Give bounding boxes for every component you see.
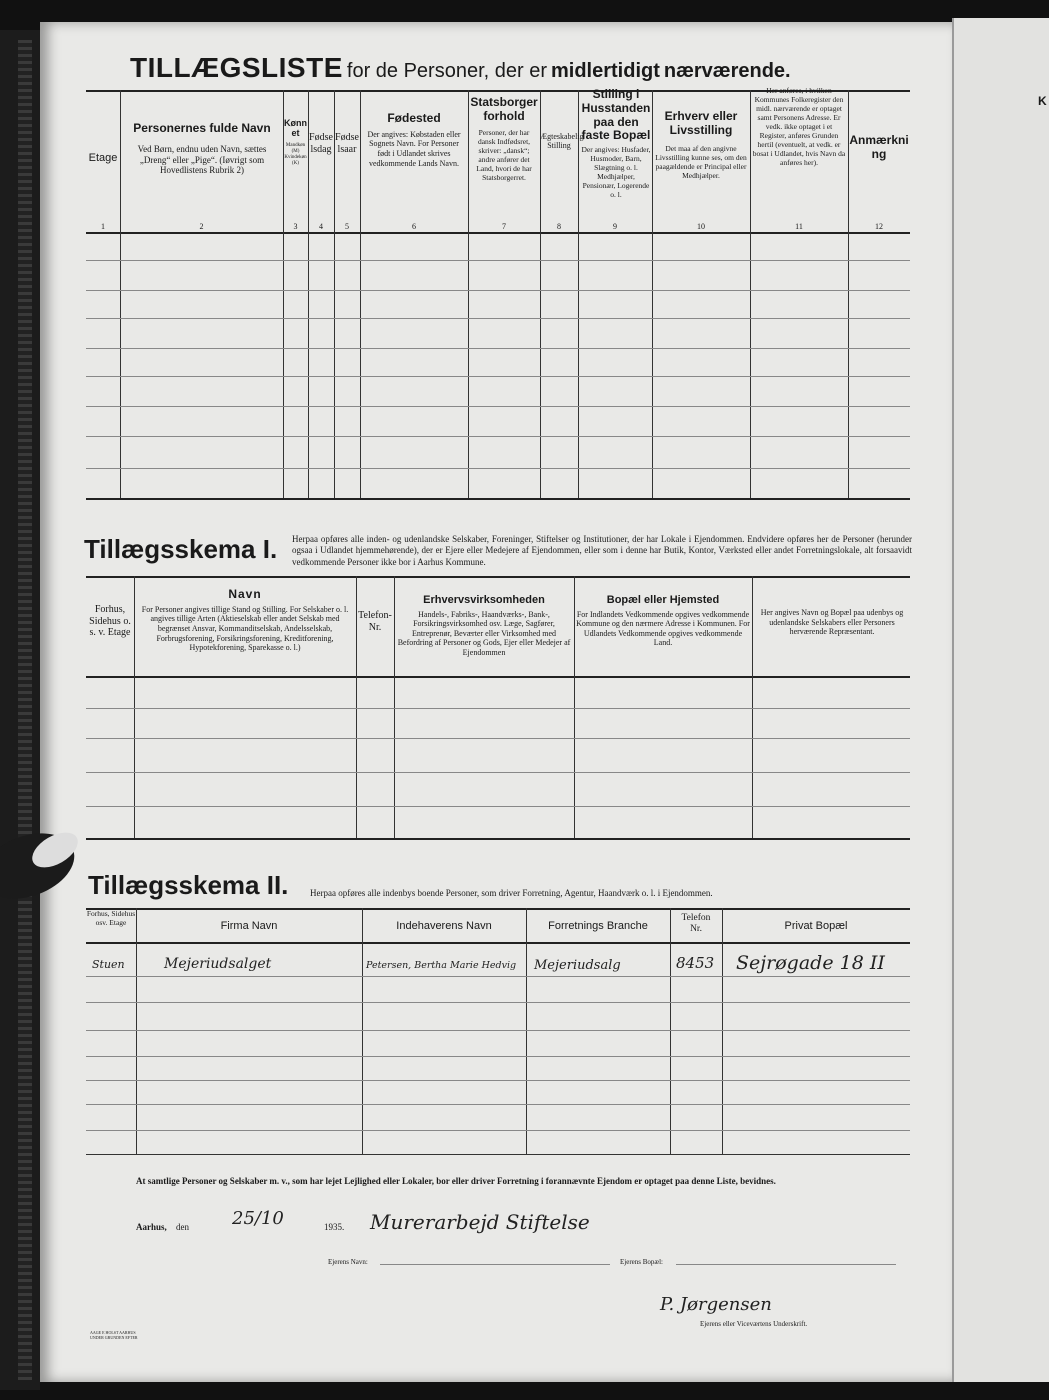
footer-den: den: [176, 1222, 189, 1232]
skema1-col-repr: [754, 608, 910, 637]
row-bopael-hand: Sejrøgade 18 II: [736, 952, 885, 974]
col-adresse-sub: Her anføres, i hvilken Kommunes Folkeregister den midl. nærværende er optaget samt Personens Adresse. Er vedk. ikke optaget i et Register, anføres Grunden hertil (eventuelt, at vedk. er bosat i Udlandet, hvis Navn da anføres her).: [752, 86, 846, 167]
skema2-row-line: [86, 1002, 910, 1003]
skema2-title: Tillægsskema II.: [88, 870, 289, 900]
col-kon-sub: Mandkøn (M) Kvindekøn (K): [284, 142, 307, 166]
page-edges: [18, 40, 32, 1380]
col-number: 10: [697, 222, 705, 231]
skema1-col-erhverv: [396, 594, 572, 658]
list-row-line: [86, 348, 910, 349]
col-navn-header: [122, 122, 282, 176]
list-row-line: [86, 376, 910, 377]
skema2-col-etage: Forhus, Sidehus osv. Etage: [86, 909, 136, 927]
skema1-col-bopael-title: Bopæl eller Hjemsted: [606, 594, 720, 606]
col-stats-title: Statsborgerforhold: [470, 95, 538, 123]
form-page: [40, 22, 952, 1382]
row-indehaver-hand: Petersen, Bertha Marie Hedvig: [366, 960, 517, 971]
skema1-col-erhverv-sub: Handels-, Fabriks-, Haandværks-, Bank-, Forsikringsvirksomhed osv. Læge, Sagfører, Entreprenør, Beværter eller Virksomhed med Befordring af Personer og Gods, Ejer eller Medejer af Ejendommen: [397, 609, 571, 658]
owner-addr-line: [676, 1264, 896, 1265]
skema2-row-line: [86, 976, 910, 977]
list-row-line: [86, 436, 910, 437]
col-erhverv-header: [654, 110, 748, 180]
col-kon-title: Kønnet: [284, 118, 307, 139]
skema1-col-etage: Forhus, Sidehus o. s. v. Etage: [89, 604, 131, 638]
skema1-col-divider: [574, 576, 575, 838]
skema1-top-rule: [86, 576, 910, 578]
skema2-col-divider: [362, 908, 363, 1154]
skema1-row-line: [86, 772, 910, 773]
col-stats-header: [470, 96, 538, 182]
col-number: 1: [101, 222, 105, 231]
list-row-line: [86, 318, 910, 319]
col-aegte-header: Ægteskabelig Stilling: [540, 132, 584, 151]
col-number: 4: [319, 222, 323, 231]
list-row-line: [86, 468, 910, 469]
footer-date-hand: 25/10: [232, 1208, 284, 1229]
skema2-col-divider: [670, 908, 671, 1154]
list-title-main: TILLÆGSLISTE: [130, 52, 343, 83]
col-adresse-header: [752, 86, 846, 167]
col-husstand-header: [580, 88, 652, 199]
skema1-col-navn-sub: For Personer angives tillige Stand og Stilling. For Selskaber o. l. angives tillige Arten (Aktieselskab eller andet Selskab med begrænset Ansvar, Kommanditselskab, Andelsselskab, Forbrugsforening, Forsikringsforening, Kreditforening, Hypotekforening, Sparekasse o. l.): [141, 604, 349, 653]
skema1-col-telefon: Telefon-Nr.: [358, 610, 392, 633]
skema1-intro: Herpaa opføres alle inden- og udenlandske Selskaber, Foreninger, Stiftelser og Institutioner, der har Lokale i Ejendommen. Endvidere opføres her de Personer (herunder ogsaa i Udlandet hjemmehørende), der er Ejere eller Medejere af Ejendommen, eller som i denne har Butik, Kontor, Værksted eller andet Forretningslokale, alt forsaavidt vedkommende Personer ikke bor i Aarhus Kommune.: [292, 534, 912, 567]
col-fodested-title: Fødested: [387, 111, 441, 125]
footer-place: Aarhus,: [136, 1222, 167, 1232]
skema1-col-erhverv-title: Erhvervsvirksomheden: [423, 594, 545, 606]
skema2-top-rule: [86, 908, 910, 910]
skema1-col-bopael: [576, 594, 750, 648]
col-number: 9: [613, 222, 617, 231]
skema1-col-divider: [356, 576, 357, 838]
skema2-row-line: [86, 1130, 910, 1131]
skema2-col-divider: [136, 908, 137, 1154]
skema1-col-repr-sub: Her angives Navn og Bopæl paa udenbys og udenlandske Selskabers eller Personers herværende Repræsentant.: [760, 608, 904, 637]
col-fodselsaar-header: Fødselsaar: [335, 132, 359, 155]
col-number: 6: [412, 222, 416, 231]
col-number: 3: [293, 222, 298, 231]
col-fodested-sub: Der angives: Købstaden eller Sognets Navn. For Personer født i Udlandet skrives vedkommende Lands Navn.: [367, 129, 461, 168]
skema1-row-line: [86, 738, 910, 739]
col-husstand-title: Stilling i Husstanden paa den faste Bopæl: [581, 87, 651, 143]
footer-signature-hand: Murerarbejd Stiftelse: [370, 1210, 590, 1234]
skema2-row-line: [86, 1056, 910, 1057]
skema1-col-divider: [134, 576, 135, 838]
skema1-col-bopael-sub: For Indlandets Vedkommende opgives vedkommende Kommune og den nærmere Adresse i Kommunen. For Udlandets Vedkommende opgives vedkommende Land.: [576, 609, 750, 648]
skema1-col-navn: [136, 588, 354, 653]
list-row-line: [86, 260, 910, 261]
skema2-row-line: [86, 1080, 910, 1081]
col-number: 8: [557, 222, 561, 231]
row-firma-hand: Mejeriudsalget: [164, 956, 272, 972]
list-title-mid: for de Personer, der er: [346, 60, 547, 82]
row-branche-hand: Mejeriudsalg: [534, 958, 621, 973]
row-telefon-hand: 8453: [676, 954, 715, 972]
skema2-bottom-rule: [86, 1154, 910, 1155]
skema2-header-rule: [86, 942, 910, 944]
col-stats-sub: Personer, der har dansk Indfødsret, skriver: „dansk“; andre anfører det Land, hvori de har Statsborgerret.: [476, 127, 532, 182]
col-number: 12: [875, 222, 883, 231]
col-number: 11: [795, 222, 803, 231]
footer-signature2-hand: P. Jørgensen: [660, 1294, 772, 1315]
list-row-line: [86, 290, 910, 291]
skema1-row-line: [86, 708, 910, 709]
list-title-bold: midlertidigt: [551, 60, 660, 82]
skema2-col-divider: [526, 908, 527, 1154]
col-number: 5: [345, 222, 349, 231]
skema2-col-telefon: Telefon Nr.: [681, 913, 711, 934]
skema2-intro: Herpaa opføres alle indenbys boende Personer, som driver Forretning, Agentur, Haandværk o. l. i Ejendommen.: [310, 888, 713, 898]
skema1-row-line: [86, 806, 910, 807]
col-kon-header: [283, 118, 308, 167]
owner-addr-label: Ejerens Bopæl:: [620, 1258, 663, 1266]
skema2-row-line: [86, 1030, 910, 1031]
skema2-row-line: [86, 1104, 910, 1105]
owner-name-line: [380, 1264, 610, 1265]
col-fodested-header: [362, 112, 466, 168]
owner-name-label: Ejerens Navn:: [328, 1258, 368, 1266]
list-header-rule: [86, 232, 910, 234]
skema2-col-bopael: Privat Bopæl: [784, 920, 848, 932]
right-page: [952, 18, 1049, 1382]
list-bottom-rule: [86, 498, 910, 500]
footer-year: 1935.: [324, 1222, 345, 1232]
skema1-col-divider: [394, 576, 395, 838]
skema1-header-rule: [86, 676, 910, 678]
col-husstand-sub: Der angives: Husfader, Husmoder, Barn, Slægtning o. l. Medhjælper, Pensionær, Logerende o. l.: [581, 145, 651, 200]
col-anm-header: Anmærkning: [849, 133, 909, 161]
list-row-line: [86, 406, 910, 407]
right-page-letter: K: [1038, 94, 1047, 108]
col-navn-sub: Ved Børn, endnu uden Navn, sættes „Dreng“ eller „Pige“. (Iøvrigt som Hovedlistens Rubrik 2): [137, 143, 267, 176]
skema2-col-branche: Forretnings Branche: [548, 920, 648, 932]
skema2-col-divider: [722, 908, 723, 1154]
skema1-col-navn-title: Navn: [228, 587, 262, 601]
skema2-col-firma: Firma Navn: [220, 920, 278, 932]
footer-declaration: At samtlige Personer og Selskaber m. v., som har lejet Lejlighed eller Lokaler, bor eller driver Forretning i forannævnte Ejendom er optaget paa denne Liste, bevidnes.: [136, 1176, 776, 1186]
col-fodselsdag-header: Fødselsdag: [309, 132, 333, 155]
skema2-col-indehaver: Indehaverens Navn: [396, 920, 492, 932]
col-navn-title: Personernes fulde Navn: [133, 121, 271, 135]
col-etage-header: Etage: [88, 152, 118, 164]
col-erhverv-title: Erhverv eller Livsstilling: [664, 109, 738, 137]
skema1-col-divider: [752, 576, 753, 838]
skema1-title: Tillægsskema I.: [84, 534, 278, 564]
skema1-bottom-rule: [86, 838, 910, 840]
list-title: [130, 52, 791, 84]
row-etage-hand: Stuen: [92, 958, 125, 971]
list-title-end: nærværende.: [663, 60, 791, 82]
col-number: 7: [502, 222, 506, 231]
underskrift-label: Ejerens eller Viceværtens Underskrift.: [700, 1320, 808, 1328]
printer-note: AAGE E HOLST AARHUS UNDER GRUNDEN EFTER: [90, 1330, 138, 1341]
col-erhverv-sub: Det maa af den angivne Livsstilling kunne ses, om den paagældende er Principal eller Medhjælper.: [655, 143, 747, 180]
col-number: 2: [199, 222, 204, 231]
